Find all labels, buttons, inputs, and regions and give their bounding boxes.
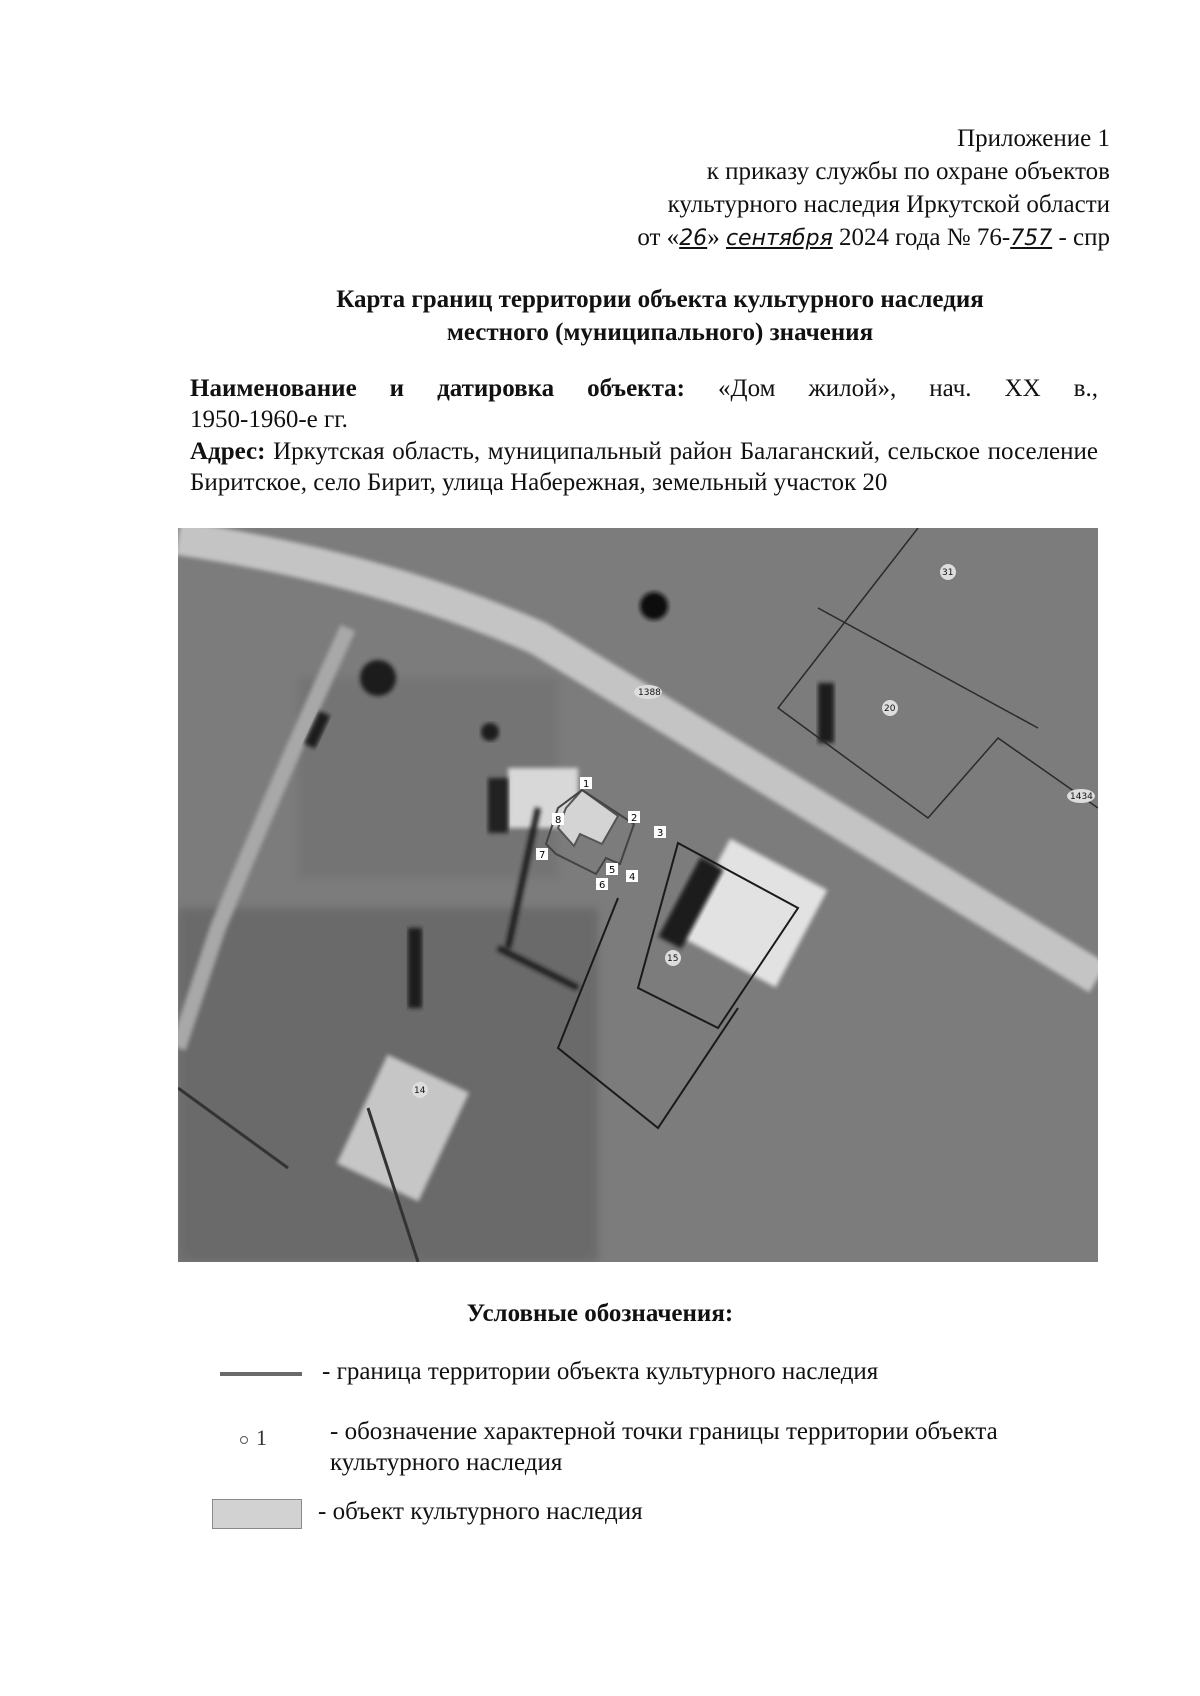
document-title [230, 283, 1090, 349]
object-date-value: 1950-1960-е гг. [190, 406, 348, 433]
date-month: сентября [725, 226, 833, 251]
address-value: Иркутская область, муниципальный район Балаганский, сельское поселение Биритское, село Бирит, улица Набережная, земельный участок 20 [190, 438, 1098, 496]
point-label: 2 [631, 813, 638, 824]
date-suffix: 2024 года № 76- [832, 224, 1011, 251]
tree [640, 592, 668, 620]
object-legend-symbol [212, 1499, 302, 1529]
object-name-label: Наименование и датировка объекта: [190, 375, 685, 402]
parcel-label: 14 [414, 1086, 426, 1096]
legend-title: Условные обозначения: [466, 1300, 734, 1327]
aerial-map-svg [178, 528, 1098, 1262]
point-legend-line-1: - обозначение характерной точки границы территории объекта [330, 1418, 998, 1445]
parcel-label: 1388 [638, 688, 661, 698]
date-mid: » [707, 224, 726, 251]
point-legend-symbol [240, 1425, 267, 1451]
boundary-legend-symbol [220, 1372, 302, 1376]
appendix-date-line [470, 221, 1110, 255]
point-label: 4 [629, 872, 636, 883]
point-label: 6 [599, 880, 606, 891]
parcel-label: 31 [942, 568, 954, 578]
point-dot-icon [240, 1436, 248, 1444]
date-prefix: от « [637, 224, 680, 251]
point-legend-number: 1 [256, 1425, 267, 1450]
point-label: 3 [657, 828, 664, 839]
title-line-2: местного (муниципального) значения [446, 319, 874, 346]
title-line-1: Карта границ территории объекта культурного наследия [336, 286, 984, 313]
appendix-line-1: к приказу службы по охране объектов [706, 158, 1110, 185]
address-label: Адрес: [190, 438, 266, 465]
object-name-paragraph [190, 373, 1098, 435]
point-label: 8 [555, 815, 562, 826]
date-day: 26 [679, 226, 708, 251]
point-label: 5 [609, 865, 616, 876]
parcel-label: 20 [884, 704, 896, 714]
point-legend-text [330, 1416, 1090, 1478]
tree [481, 723, 499, 741]
boundary-legend-text: - граница территории объекта культурного наследия [322, 1358, 879, 1385]
appendix-line-2: культурного наследия Иркутской области [667, 191, 1110, 218]
object-legend-text: - объект культурного наследия [318, 1498, 643, 1525]
tree [360, 660, 396, 696]
object-address-paragraph [190, 436, 1098, 498]
parcel-label: 15 [667, 954, 679, 964]
order-suffix: - спр [1052, 224, 1110, 251]
point-legend-line-2: культурного наследия [330, 1449, 563, 1476]
aerial-map [178, 528, 1098, 1262]
object-name-value: «Дом жилой», нач. XX в., [718, 375, 1098, 402]
order-number: 757 [1010, 226, 1053, 251]
point-label: 7 [539, 850, 546, 861]
appendix-block [470, 122, 1110, 255]
appendix-title: Приложение 1 [957, 125, 1110, 152]
parcel-label: 1434 [1070, 792, 1093, 802]
point-label: 1 [583, 779, 590, 790]
